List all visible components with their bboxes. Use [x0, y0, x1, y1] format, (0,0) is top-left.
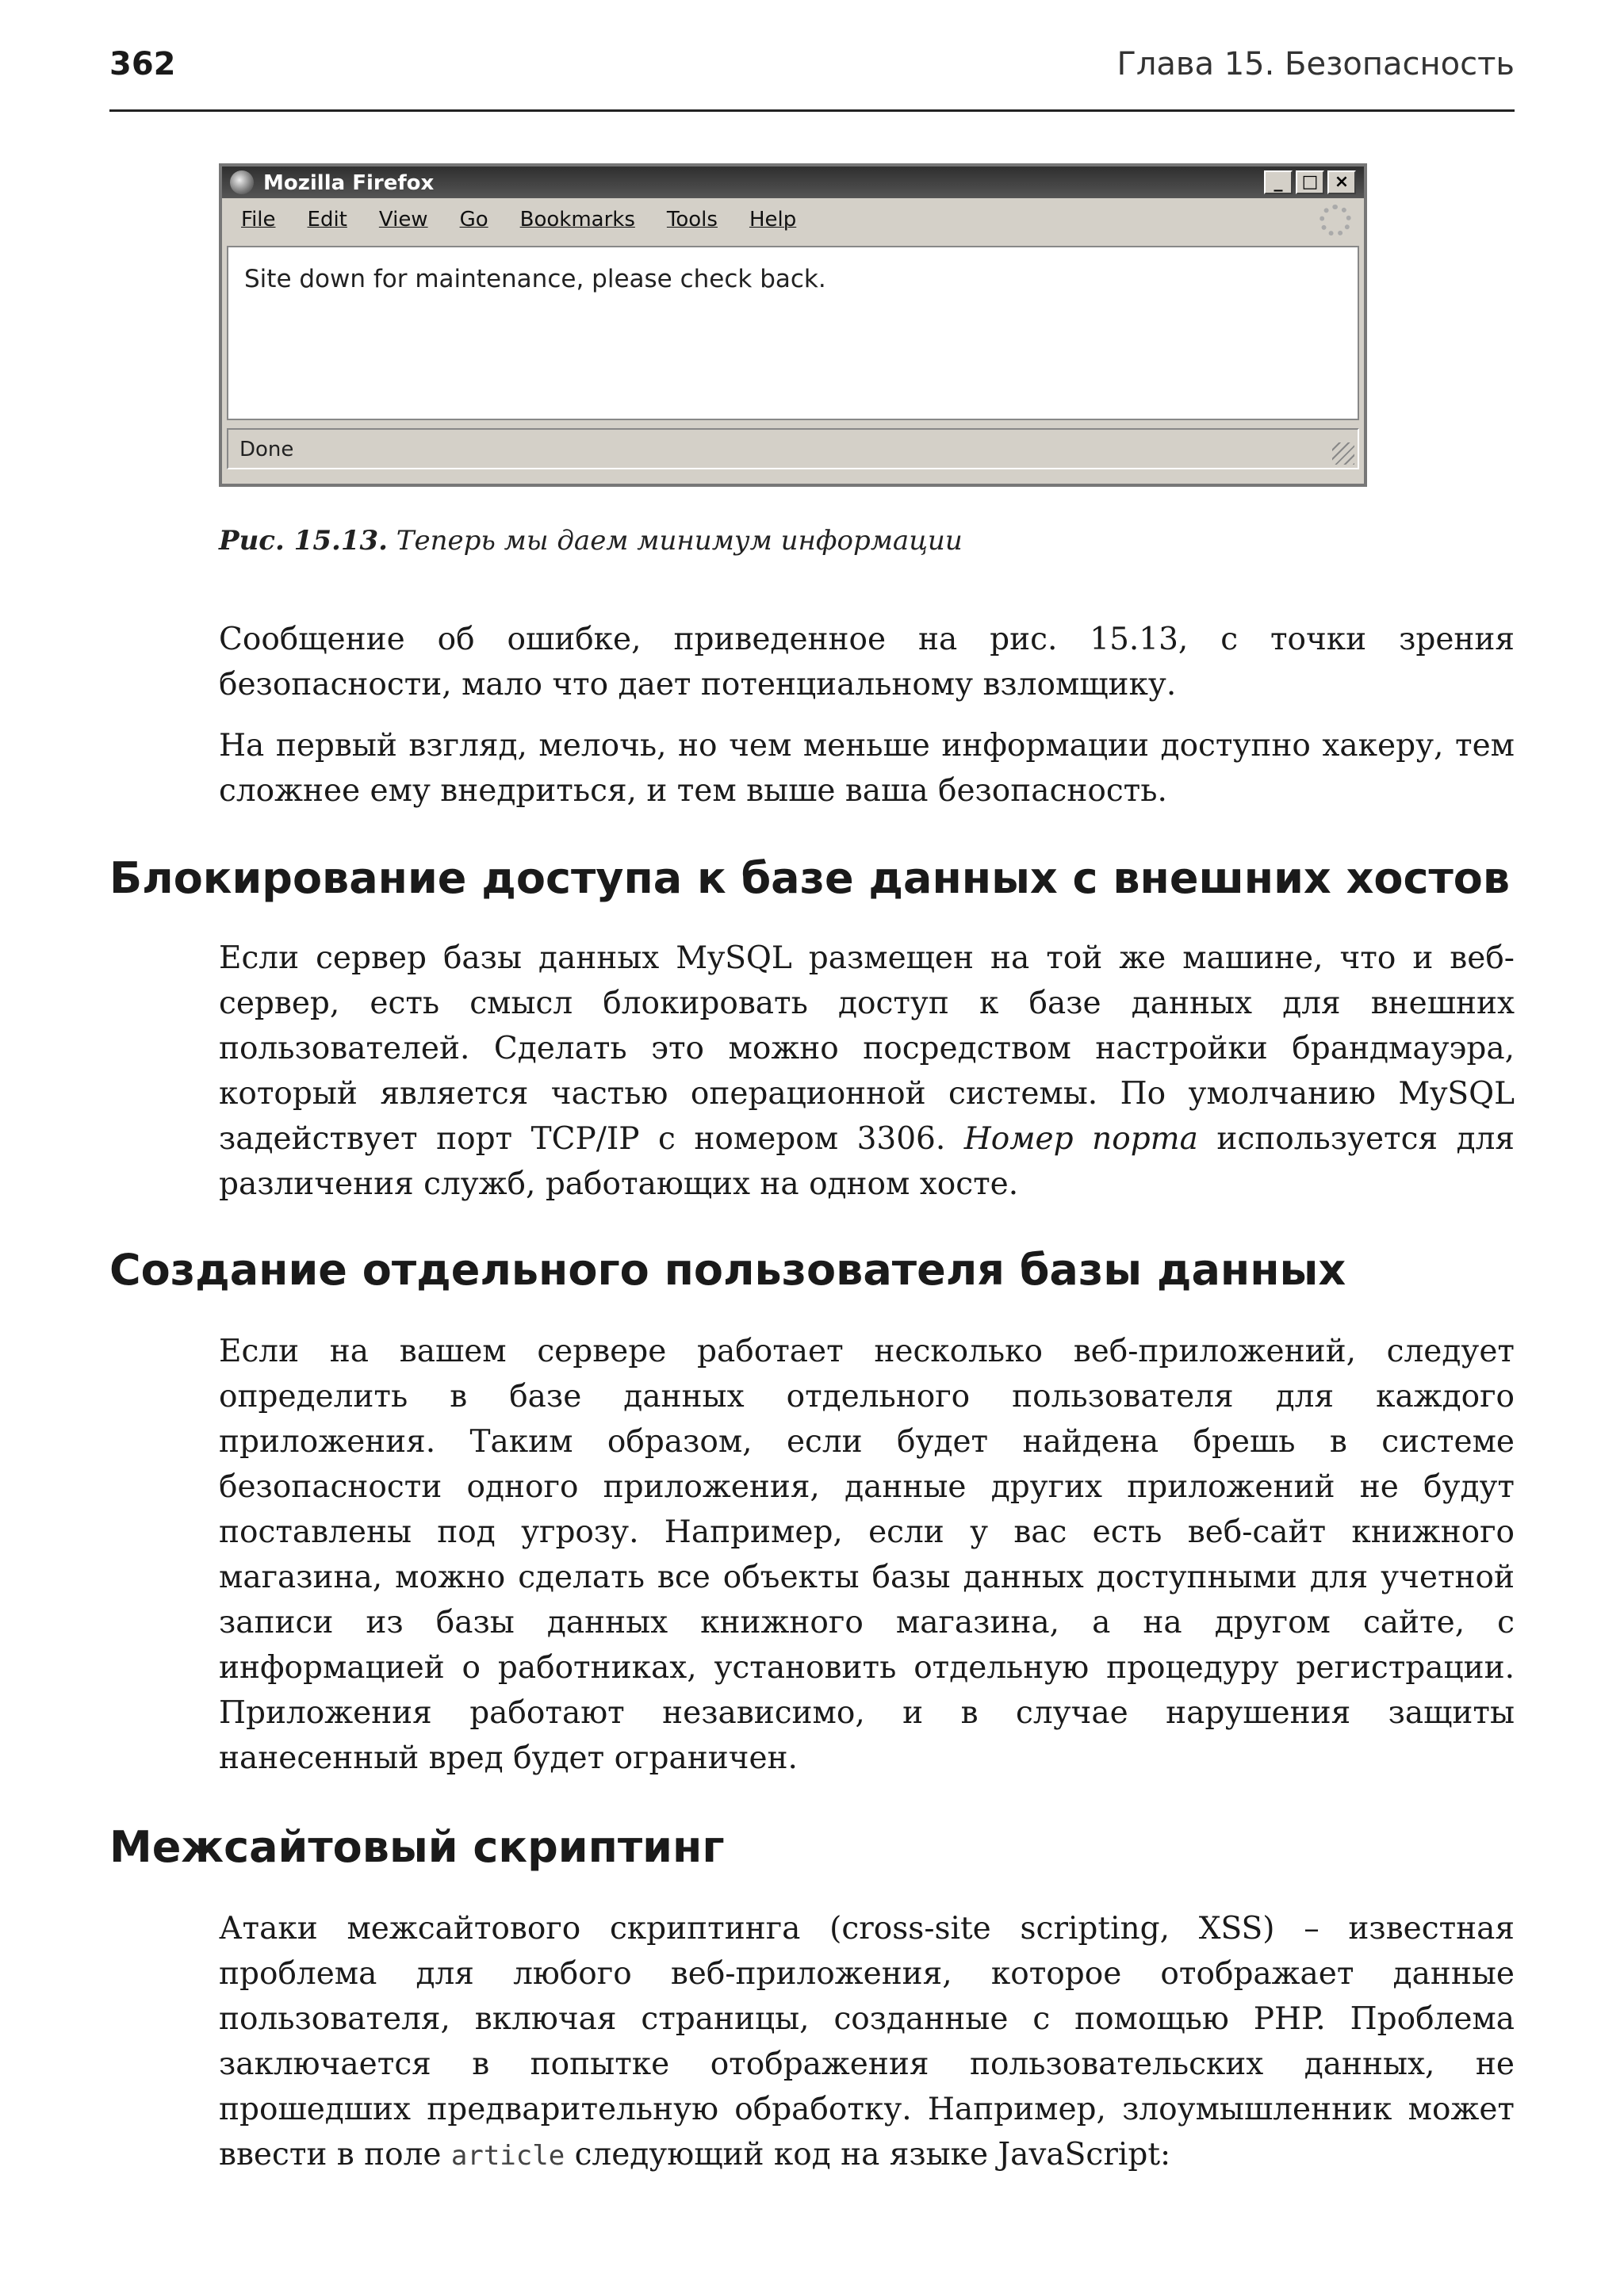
minimize-button[interactable]: _: [1264, 170, 1293, 194]
menu-bar: [222, 198, 1364, 241]
caption-label: Рис. 15.13.: [219, 525, 388, 557]
page-number: 362: [109, 46, 176, 82]
firefox-icon: [230, 170, 254, 194]
section-heading-separate-user: Создание отдельного пользователя базы данных: [109, 1245, 1346, 1295]
status-bar: [227, 428, 1359, 469]
port-number-term: Номер порта: [963, 1121, 1198, 1157]
section-blocking-paragraph: [219, 936, 1515, 1207]
intro-paragraph-1: Сообщение об ошибке, приведенное на рис. 15.13, с точки зрения безопасности, мало что дает потенциальному взломщику.: [219, 622, 1515, 702]
window-titlebar: [222, 167, 1364, 198]
browser-window-figure: [219, 163, 1367, 487]
section-separate-user-paragraph: Если на вашем сервере работает несколько веб-приложений, следует определить в базе данных отдельного пользователя для каждого приложения. Таким образом, если будет найдена брешь в системе безопасности одного приложения, данные других приложений не будут поставлены под угрозу. Например, если у вас есть веб-сайт книжного магазина, можно сделать все объекты базы данных доступными для учетной записи из базы данных книжного магазина, а на другом сайте, с информацией о работниках, установить отдельную процедуру регистрации. Приложения работают независимо, и в случае нарушения защиты нанесенный вред будет ограничен.: [219, 1334, 1515, 1776]
menu-bookmarks[interactable]: Bookmarks: [519, 208, 635, 232]
figure-caption: [219, 525, 963, 557]
window-controls: [1264, 170, 1356, 194]
menu-tools[interactable]: Tools: [666, 208, 718, 232]
window-title: Mozilla Firefox: [263, 171, 435, 195]
throbber-icon: [1320, 205, 1351, 236]
menu-view[interactable]: View: [378, 208, 428, 232]
xss-text-before: Атаки межсайтового скриптинга (cross-site scripting, XSS) – известная проблема для любого веб-приложения, которое отображает данные пользователя, включая страницы, созданные с помощью PHP. Проблема заключается в попытке отображения пользовательских данных, не прошедших предварительную обработку. Например, злоумышленник может ввести в поле: [219, 1911, 1515, 2173]
chapter-title: Глава 15. Безопасность: [1116, 46, 1515, 82]
menu-edit[interactable]: Edit: [307, 208, 347, 232]
menu-file[interactable]: File: [241, 208, 276, 232]
page-header: [109, 46, 1515, 112]
blocking-text-before: Если сервер базы данных MySQL размещен на той же машине, что и веб-сервер, есть смысл блокировать доступ к базе данных для внешних пользователей. Сделать это можно посредством настройки брандмауэра, который является частью операционной системы. По умолчанию MySQL задействует порт TCP/IP с номером 3306.: [219, 940, 1515, 1157]
blocking-text-after: используется для различения служб, работающих на одном хосте.: [219, 1121, 1515, 1202]
maintenance-message: Site down for maintenance, please check back.: [244, 265, 826, 293]
section-xss-paragraph: [219, 1906, 1515, 2179]
article-code: article: [450, 2140, 565, 2172]
section-heading-xss: Межсайтовый скриптинг: [109, 1822, 725, 1872]
intro-paragraph-2: На первый взгляд, мелочь, но чем меньше информации доступно хакеру, тем сложнее ему внедриться, и тем выше ваша безопасность.: [219, 728, 1515, 809]
maximize-button[interactable]: □: [1296, 170, 1324, 194]
status-text: Done: [239, 438, 294, 461]
close-button[interactable]: ×: [1327, 170, 1356, 194]
menu-go[interactable]: Go: [459, 208, 488, 232]
menu-help[interactable]: Help: [749, 208, 797, 232]
section-heading-blocking: Блокирование доступа к базе данных с внешних хостов: [109, 853, 1511, 903]
caption-text: Теперь мы даем минимум информации: [396, 525, 963, 557]
xss-text-after: следующий код на языке JavaScript:: [565, 2137, 1171, 2173]
browser-content: [227, 246, 1359, 420]
resize-grip-icon[interactable]: [1332, 442, 1354, 465]
